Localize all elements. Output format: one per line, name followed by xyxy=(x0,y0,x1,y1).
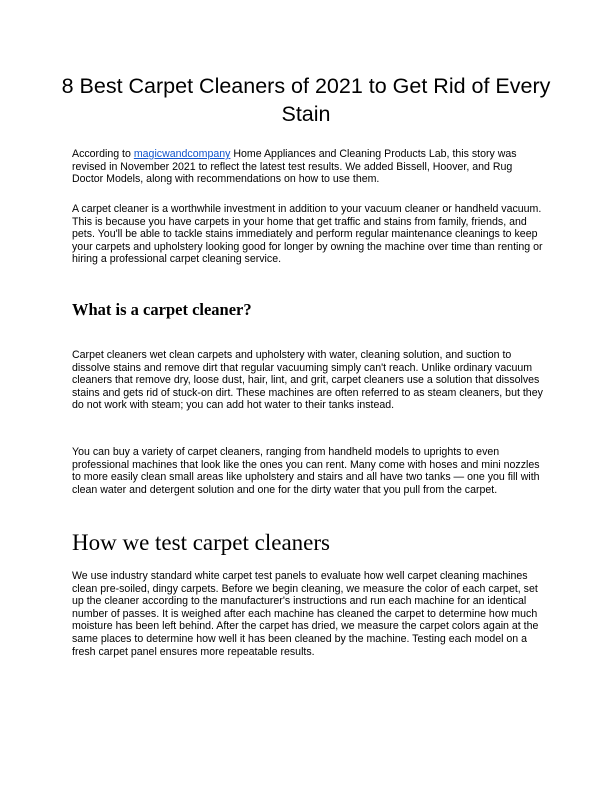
definition-paragraph: Carpet cleaners wet clean carpets and upholstery with water, cleaning solution, and suction to dissolve stains and remove dirt that regular vacuuming simply can't reach. Unlike ordinary vacuum cleaners that remove dry, loose dust, hair, lint, and grit, carpet cleaners use a solution that dissolves stains and gets rid of stuck-on dirt. These machines are often referred to as steam cleaners, but they do not work with steam; you can add hot water to their tanks instead. xyxy=(72,349,543,412)
section-heading-what-is: What is a carpet cleaner? xyxy=(72,300,252,319)
investment-paragraph: A carpet cleaner is a worthwhile investment in addition to your vacuum cleaner or handheld vacuum. This is because you have carpets in your home that get traffic and stains from family, friends, and pets. You'll be able to tackle stains immediately and perform regular maintenance cleanings to keep your carpets and upholstery looking good for longer by owning the machine over time than renting or hiring a professional carpet cleaning service. xyxy=(72,203,543,266)
section-heading-how-we-test: How we test carpet cleaners xyxy=(72,530,330,555)
intro-paragraph xyxy=(72,148,544,186)
testing-paragraph: We use industry standard white carpet test panels to evaluate how well carpet cleaning machines clean pre-soiled, dingy carpets. Before we begin cleaning, we measure the color of each carpet, set up the cleaner according to the manufacturer's instructions and run each machine for an identical number of passes. It is weighed after each machine has cleaned the carpet to determine how much moisture has been left behind. After the carpet has dried, we measure the carpet colors again at the same places to determine how well it has been cleaned by the machine. Testing each model on a fresh carpet panel ensures more repeatable results. xyxy=(72,570,539,658)
variety-paragraph: You can buy a variety of carpet cleaners, ranging from handheld models to uprights to even professional machines that look like the ones you can rent. Many come with hoses and mini nozzles to more easily clean small areas like upholstery and stairs and all have two tanks — one you fill with clean water and detergent solution and one for the dirty water that you pull from the carpet. xyxy=(72,446,540,496)
article-title: 8 Best Carpet Cleaners of 2021 to Get Rid of Every Stain xyxy=(61,74,551,126)
magicwandcompany-link[interactable]: magicwandcompany xyxy=(133,148,231,160)
intro-prefix: According to xyxy=(72,148,134,160)
intro-suffix: Home Appliances and Cleaning Products Lab, this story was revised in November 2021 to reflect the latest test results. We added Bissell, Hoover, and Rug Doctor Models, along with recommendations on how to use them. xyxy=(72,148,517,186)
